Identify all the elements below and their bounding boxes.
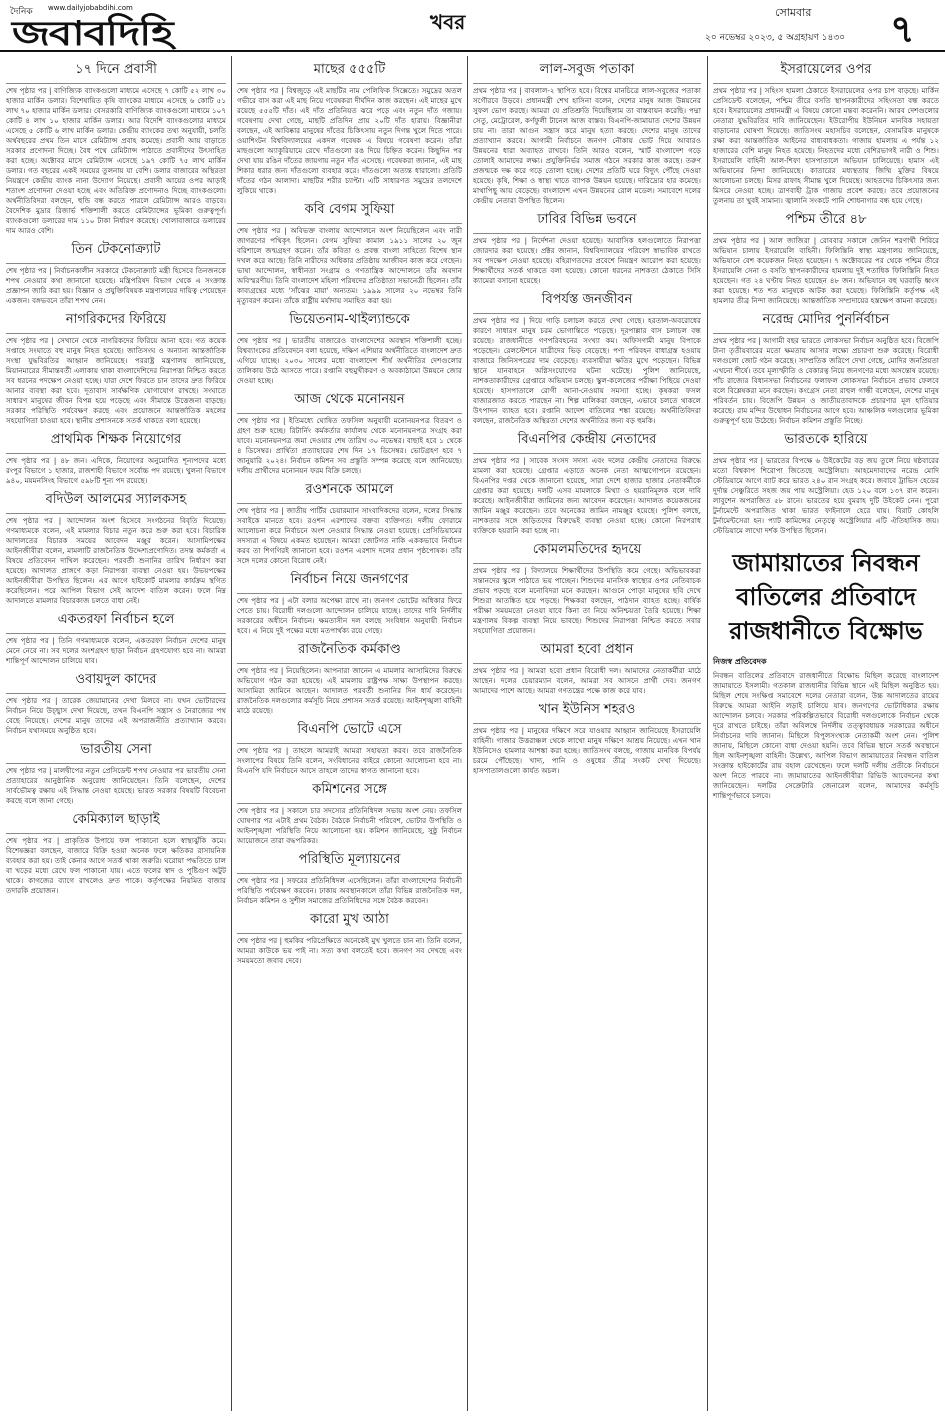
article-headline: ১৭ দিনে প্রবাসী — [6, 60, 226, 84]
article-body: প্রথম পৃষ্ঠার পর | সাবেক সংসদ সদস্য এবং দলের কেন্দ্রীয় নেতাদের বিরুদ্ধে মামলা করা হয়েছে। গ্রেপ্তার এড়াতে অনেক নেতা আত্মগোপনে রয়েছেন। বিএনপির দপ্তর থেকে জানানো হয়েছে, সারা দেশে হাজার হাজার নেতাকর্মীকে গ্রেপ্তার করা হয়েছে। দলটি এসব মামলাকে মিথ্যা ও হয়রানিমূলক বলে দাবি করেছে। আইনজীবীরা জামিনের জন্য আবেদন করেছেন। আদালত কয়েকজনের জামিন মঞ্জুর করেছেন। তবে অনেকের জামিন নামঞ্জুর হয়েছে। পুলিশ বলছে, নাশকতার সঙ্গে জড়িতদের বিরুদ্ধেই ব্যবস্থা নেওয়া হচ্ছে। কোনো নিরপরাধ ব্যক্তিকে হয়রানি করা হচ্ছে না। — [473, 456, 701, 535]
column-1 — [6, 56, 226, 900]
article[interactable] — [6, 490, 226, 606]
section-title: খবর — [430, 10, 466, 34]
article-headline: কমিশনের সঙ্গে — [237, 780, 462, 804]
article[interactable] — [473, 640, 701, 696]
column-divider — [231, 56, 232, 1411]
article-headline: ইসরায়েলের ওপর — [713, 60, 939, 84]
article[interactable] — [473, 700, 701, 776]
article[interactable] — [6, 740, 226, 806]
article-headline: নির্বাচন নিয়ে জনগণের — [237, 570, 462, 594]
article-headline: রওশনকে আমলে — [237, 480, 462, 504]
article-headline: ওবায়দুল কাদের — [6, 670, 226, 694]
article-headline: মাছের ৫৫৫টি — [237, 60, 462, 84]
article-headline: ভারতকে হারিয়ে — [713, 430, 939, 454]
article-body: প্রথম পৃষ্ঠার পর | মানুষের দক্ষিণে সরে যাওয়ার আহ্বান জানিয়েছে ইসরায়েলি বাহিনী। গাজার উত্তরাঞ্চল থেকে লাখো মানুষ দক্ষিণে আশ্রয় নিয়েছে। এখন খান ইউনিসেও হামলার আশঙ্কা করা হচ্ছে। জাতিসংঘ বলছে, গাজায় মানবিক বিপর্যয় চরমে পৌঁছেছে। খাদ্য, পানি ও ওষুধের তীব্র সংকট দেখা দিয়েছে। হাসপাতালগুলো কার্যত অচল। — [473, 726, 701, 775]
article-headline: ঢাবির বিভিন্ন ভবনে — [473, 210, 701, 234]
article-body: শেষ পৃষ্ঠার পর | সফরের প্রতিনিধিদল এসেছিলেন। তাঁরা বাংলাদেশের নির্বাচনী পরিস্থিতি পর্যবেক্ষণ করবেন। ঢাকায় অবস্থানকালে তাঁরা বিভিন্ন রাজনৈতিক দল, নির্বাচন কমিশন ও সুশীল সমাজের প্রতিনিধিদের সঙ্গে বৈঠক করবেন। — [237, 876, 462, 905]
logo-mark: দৈনিক — [10, 7, 33, 17]
article[interactable] — [237, 720, 462, 776]
article-body: শেষ পৃষ্ঠার পর | এটা বলার অপেক্ষা রাখে না। জনগণ ভোটের অধিকার ফিরে পেতে চায়। বিরোধী দলগুলো আন্দোলন চালিয়ে যাচ্ছে। তাদের দাবি নির্দলীয় সরকারের অধীনে নির্বাচন। ক্ষমতাসীন দল বলছে সংবিধান অনুযায়ী নির্বাচন হবে। এ নিয়ে দুই পক্ষের মধ্যে মতপার্থক্য রয়ে গেছে। — [237, 596, 462, 635]
article[interactable] — [237, 310, 462, 386]
article[interactable] — [473, 540, 701, 636]
article-headline: পরিস্থিতি মূল্যায়নের — [237, 850, 462, 874]
article-body: শেষ পৃষ্ঠার পর | বিশ্বজুড়ে এই মাছটির নাম পেলিফিক সিক্সেতে। সমুদ্রের অতল গভীরে বাস করা এই মাছ নিয়ে গবেষকরা দীর্ঘদিন কাজ করছেন। এই মাছের মুখে রয়েছে ৫৫৫টি দাঁত। এই দাঁত প্রতিনিয়ত ঝরে পড়ে এবং নতুন দাঁত গজায়। গবেষণায় দেখা গেছে, মাছটি প্রতিদিন প্রায় ২০টি দাঁত হারায়। বিজ্ঞানীরা বলছেন, এই আবিষ্কার মানুষের দাঁতের চিকিৎসায় নতুন দিগন্ত খুলে দিতে পারে। ওয়াশিংটন বিশ্ববিদ্যালয়ের একদল গবেষক এ বিষয়ে গবেষণা করেন। তাঁরা মাছগুলো অ্যাকুরিয়ামে রেখে দাঁতগুলো রঙ দিয়ে চিহ্নিত করেন। কিছুদিন পর দেখা যায় রঙিন দাঁতের জায়গায় নতুন দাঁত এসেছে। গবেষকরা জানান, এই মাছ শিকার ধরার জন্য দাঁতগুলো ব্যবহার করে। দাঁতগুলো অত্যন্ত ধারালো। প্রতিটি দাঁতের গঠন আলাদা। মাছটির শরীর চ্যাপ্টা। এটি সাধারণত সমুদ্রের তলদেশে লুকিয়ে থাকে। — [237, 86, 462, 195]
article-headline: কারো মুখ আঠা — [237, 910, 462, 934]
article-body: প্রথম পৃষ্ঠার পর | আমরা হবো প্রধান বিরোধী দল। আমাদের নেতাকর্মীরা মাঠে আছেন। দলের চেয়ারম্যান বলেন, আমরা সব আসনে প্রার্থী দেব। জনগণ আমাদের পাশে আছে। আমরা গণতন্ত্রের পক্ষে কাজ করে যাব। — [473, 666, 701, 695]
article-headline: নরেন্দ্র মোদির পুনর্নির্বাচন — [713, 310, 939, 334]
article[interactable] — [473, 430, 701, 536]
article-headline: পশ্চিম তীরে ৪৮ — [713, 210, 939, 234]
article-body: শেষ পৃষ্ঠার পর | তিনি গণমাধ্যমকে বলেন, একতরফা নির্বাচন দেশের মানুষ মেনে নেবে না। সব দলের অংশগ্রহণ ছাড়া নির্বাচন গ্রহণযোগ্য হবে না। আমরা শান্তিপূর্ণ আন্দোলন চালিয়ে যাব। — [6, 636, 226, 665]
article-body: শেষ পৃষ্ঠার পর | বাণিজ্যিক ব্যাংকগুলো মাধ্যমে এসেছে ৭ কোটি ৫২ লাখ ৩০ হাজার মার্কিন ডলার। বিশেষায়িত কৃষি ব্যাংকের মাধ্যমে এসেছে ৬ কোটি ৫১ লাখ ৭০ হাজার মার্কিন ডলার। বেসরকারি বাণিজ্যিক ব্যাংকগুলো মাধ্যমে ১০৭ কোটি ৪ লাখ ১০ হাজার মার্কিন ডলার। আর বিদেশি ব্যাংকগুলোর মাধ্যমে এসেছে ৫ কোটি ৬ লাখ মার্কিন ডলার। কেন্দ্রীয় ব্যাংকের তথ্য অনুযায়ী, চলতি অর্থবছরের প্রথম তিন মাসে রেমিট্যান্স প্রবাহ কমেছে। প্রবাসী আয় বাড়াতে সরকার প্রণোদনা দিচ্ছে। বৈধ পথে রেমিট্যান্স পাঠাতে প্রবাসীদের উৎসাহিত করা হচ্ছে। অক্টোবর মাসে রেমিট্যান্স এসেছে ১৯৭ কোটি ৭৫ লাখ মার্কিন ডলার। গত বছরের একই সময়ের তুলনায় যা বেশি। ডলার বাজারের অস্থিরতা নিয়ন্ত্রণে কেন্দ্রীয় ব্যাংক নানা উদ্যোগ নিয়েছে। প্রবাসী আয়ের ওপর আড়াই শতাংশ প্রণোদনা দেওয়া হচ্ছে এবং অতিরিক্ত প্রণোদনাও দিচ্ছে ব্যাংকগুলো। অর্থনীতিবিদরা বলছেন, হুন্ডি বন্ধ করতে পারলে রেমিট্যান্স আরও বাড়বে। বৈদেশিক মুদ্রার রিজার্ভ শক্তিশালী করতে রেমিট্যান্সের ভূমিকা গুরুত্বপূর্ণ। ব্যাংকগুলো ডলারের দাম ১১০ টাকা নির্ধারণ করেছে। খোলাবাজারে ডলারের দাম আরও বেশি। — [6, 86, 226, 235]
article-body: শেষ পৃষ্ঠার পর | ইতিমধ্যে ঘোষিত তফসিল অনুযায়ী মনোনয়নপত্র বিতরণ ও গ্রহণ শুরু হচ্ছে। রিটার্নিং কর্মকর্তার কার্যালয় থেকে মনোনয়নপত্র সংগ্রহ করা যাবে। মনোনয়নপত্র জমা দেওয়ার শেষ তারিখ ৩০ নভেম্বর। বাছাই হবে ১ থেকে ৪ ডিসেম্বর। প্রার্থিতা প্রত্যাহারের শেষ দিন ১৭ ডিসেম্বর। ভোটগ্রহণ হবে ৭ জানুয়ারি ২০২৪। নির্বাচন কমিশন সব প্রস্তুতি সম্পন্ন করেছে বলে জানিয়েছে। দলীয় প্রার্থীদের মনোনয়ন ফরম বিক্রি চলছে। — [237, 416, 462, 475]
article-body: শেষ পৃষ্ঠার পর | তারেক জেয়ামানের দেখা মিলবে না। যখন ভোটারদের নির্বাচন নিয়ে উচ্ছ্বাস দেখা দিয়েছে, তখন বিএনপি সন্ত্রাস ও নৈরাজ্যের পথ বেছে নিয়েছে। দেশের মানুষ তাদের এই অপরাজনীতি প্রত্যাখ্যান করবে। নির্বাচন যথাসময়ে অনুষ্ঠিত হবে। — [6, 696, 226, 735]
column-3 — [473, 56, 701, 780]
article[interactable] — [6, 240, 226, 306]
column-4 — [713, 56, 939, 805]
article-body: প্রথম পৃষ্ঠার পর | আল জাজিরা | রোববার সকালে জেনিন শরণার্থী শিবিরে অভিযান চালায় ইসরায়েলি বাহিনী। ফিলিস্তিনি স্বাস্থ্য মন্ত্রণালয় জানিয়েছে, অভিযানে বেশ কয়েকজন নিহত হয়েছেন। ৭ অক্টোবরের পর থেকে পশ্চিম তীরে ইসরায়েলি সেনা ও বসতি স্থাপনকারীদের হামলায় দুই শতাধিক ফিলিস্তিনি নিহত হয়েছেন। গত ২৪ ঘণ্টায় নিহত হয়েছেন ৪৮ জন। অভিযানে বহু ঘরবাড়ি ধ্বংস করা হয়েছে। শত শত মানুষকে আটক করা হয়েছে। ফিলিস্তিনি কর্তৃপক্ষ এই হামলার তীব্র নিন্দা জানিয়েছে। আন্তর্জাতিক সম্প্রদায়ের হস্তক্ষেপ কামনা করেছে। — [713, 236, 939, 305]
article[interactable] — [237, 910, 462, 966]
article-body: প্রথম পৃষ্ঠার পর | সহিংস হামলা ঠেকাতে ইসরায়েলের ওপর চাপ বাড়ছে। মার্কিন প্রেসিডেন্ট বলেছেন, পশ্চিম তীরে বসতি স্থাপনকারীদের সহিংসতা বন্ধ করতে হবে। ইসরায়েলের প্রধানমন্ত্রী এ বিষয়ে কোনো মন্তব্য করেননি। আরব দেশগুলোর নেতারা যুদ্ধবিরতির দাবি জানিয়েছেন। ইউরোপীয় ইউনিয়ন মানবিক সহায়তা বাড়ানোর ঘোষণা দিয়েছে। জাতিসংঘ মহাসচিব বলেছেন, বেসামরিক মানুষকে রক্ষা করা আন্তর্জাতিক আইনের বাধ্যবাধকতা। গাজায় হামলায় এ পর্যন্ত ১২ হাজারের বেশি মানুষ নিহত হয়েছে। নিহতদের মধ্যে বেশিরভাগই নারী ও শিশু। ইসরায়েলি বাহিনী আল-শিফা হাসপাতালে অভিযান চালিয়েছে। হামাস এই অভিযানের নিন্দা জানিয়েছে। কাতারের মধ্যস্থতায় জিম্মি মুক্তির বিষয়ে আলোচনা চলছে। মিসর রাফাহ সীমান্ত খুলে দিয়েছে। আহতদের চিকিৎসার জন্য মিসরে নেওয়া হচ্ছে। ত্রাণবাহী ট্রাক গাজায় প্রবেশ করছে। তবে প্রয়োজনের তুলনায় তা খুবই সামান্য। জ্বালানি সংকটে পানি শোধনাগার বন্ধ হয়ে গেছে। — [713, 86, 939, 205]
article-body: শেষ পৃষ্ঠার পর | সকালে চার সদস্যের প্রতিনিধিদল সভায় অংশ নেয়। তফসিল ঘোষণার পর এটাই প্রথম বৈঠক। বৈঠকে নির্বাচনী পরিবেশ, ভোটার উপস্থিতি ও আইনশৃঙ্খলা পরিস্থিতি নিয়ে আলোচনা হয়। কমিশন জানিয়েছে, সুষ্ঠু নির্বাচন আয়োজনে তারা বদ্ধপরিকর। — [237, 806, 462, 845]
article-headline: কেমিক্যাল ছাড়াই — [6, 810, 226, 834]
date-line: ২০ নভেম্বর ২০২৩, ৫ অগ্রহায়ণ ১৪৩০ — [705, 33, 846, 43]
article[interactable] — [473, 290, 701, 426]
article[interactable] — [6, 810, 226, 896]
article-body: শেষ পৃষ্ঠার পর | আন্দোলন অংশ হিসেবে সংগঠনের বিবৃতি দিয়েছে। গণমাধ্যমকে বলেন, এই মামলার বিচার নতুন করে শুরু করা হবে। বিচারিক আদালতের বিচারক সময়ের আবেদন মঞ্জুর করেন। আসামিপক্ষের আইনজীবীরা বলেন, মামলাটি রাজনৈতিক উদ্দেশ্যপ্রণোদিত। তদন্ত কর্মকর্তা এ বিষয়ে প্রতিবেদন দাখিল করেছেন। পরবর্তী শুনানির তারিখ নির্ধারণ করা হয়েছে। আদালত প্রাঙ্গণে কড়া নিরাপত্তা ব্যবস্থা নেওয়া হয়। উভয়পক্ষের আইনজীবীরা উপস্থিত ছিলেন। এর আগে হাইকোর্ট মামলার কার্যক্রম স্থগিত করেছিলেন। পরে আপিল বিভাগ সেই আদেশ বাতিল করেন। ফলে নিম্ন আদালতে মামলার বিচারকাজ চলতে বাধা নেই। — [6, 516, 226, 605]
article[interactable] — [473, 210, 701, 286]
newspaper-logo[interactable] — [8, 2, 208, 54]
article[interactable] — [473, 60, 701, 206]
article-headline: কবি বেগম সুফিয়া — [237, 200, 462, 224]
article-body: শেষ পৃষ্ঠার পর | সেখানে থেকে নাগরিকদের ফিরিয়ে আনা হবে। গত কয়েক সপ্তাহে সংঘাতে বহু মানুষ নিহত হয়েছে। জাতিসংঘ ও অন্যান্য আন্তর্জাতিক সংস্থা যুদ্ধবিরতির আহ্বান জানিয়েছে। পররাষ্ট্র মন্ত্রণালয় জানিয়েছে, মিয়ানমারের সীমান্তবর্তী এলাকায় থাকা বাংলাদেশিদের নিরাপত্তা নিশ্চিত করতে সব ধরনের পদক্ষেপ নেওয়া হচ্ছে। যারা দেশে ফিরতে চান তাদের দ্রুত ফিরিয়ে আনার ব্যবস্থা করা হবে। দূতাবাস সার্বক্ষণিক যোগাযোগ রাখছে। সংঘাতে সাধারণ মানুষের জীবন বিপন্ন হয়ে পড়েছে এবং সীমান্তে উত্তেজনা বাড়ছে। সরকার পরিস্থিতি পর্যবেক্ষণ করছে এবং প্রয়োজনে আন্তর্জাতিক মহলের সহযোগিতা চাওয়া হবে। স্থানীয় প্রশাসনকে সতর্ক থাকতে বলা হয়েছে। — [6, 336, 226, 425]
article[interactable] — [6, 430, 226, 486]
article-body: শেষ পৃষ্ঠার পর | জাতীয় পার্টির চেয়ারম্যান সাংবাদিকদের বলেন, দলের সিদ্ধান্ত সবাইকে মানতে হবে। রওশন এরশাদের বক্তব্য ব্যক্তিগত। দলীয় ফোরামে আলোচনা করে নির্বাচনে অংশ নেওয়ার সিদ্ধান্ত নেওয়া হয়েছে। প্রেসিডিয়ামের সদস্যরা এ বিষয়ে একমত হয়েছেন। আমরা জোটগত নাকি এককভাবে নির্বাচন করব তা শিগগিরই জানানো হবে। রওশন এরশাদ দলের প্রধান পৃষ্ঠপোষক। তাঁর সঙ্গে দলের কোনো বিরোধ নেই। — [237, 506, 462, 565]
feature-body: নিবন্ধন বাতিলের প্রতিবাদে রাজধানীতে বিক্ষোভ মিছিল করেছে বাংলাদেশ জামায়াতে ইসলামী। গতকাল রাজধানীর বিভিন্ন স্থানে এই মিছিল অনুষ্ঠিত হয়। মিছিল শেষে সংক্ষিপ্ত সমাবেশে দলের নেতারা বলেন, উচ্চ আদালতের রায়ের বিরুদ্ধে আমরা আইনি লড়াই চালিয়ে যাব। জনগণের ভোটাধিকার রক্ষায় আন্দোলন চলবে। সরকার পরিকল্পিতভাবে বিরোধী দলগুলোকে নির্বাচন থেকে দূরে রাখতে চাইছে। তাঁরা অবিলম্বে নির্দলীয় তত্ত্বাবধায়ক সরকারের অধীনে নির্বাচনের দাবি জানান। মিছিলে বিপুলসংখ্যক নেতাকর্মী অংশ নেন। পুলিশ জানায়, মিছিলে কোনো বাধা দেওয়া হয়নি। তবে বিভিন্ন স্থানে সতর্ক অবস্থানে ছিল আইনশৃঙ্খলা বাহিনী। উল্লেখ্য, আপিল বিভাগ জামায়াতের নিবন্ধন বাতিল সংক্রান্ত হাইকোর্টের রায় বহাল রেখেছেন। ফলে দলটি দলীয় প্রতীকে নির্বাচনে অংশ নিতে পারবে না। জামায়াতের আইনজীবীরা রিভিউ আবেদনের কথা জানিয়েছেন। দলটির সেক্রেটারি জেনারেল বলেন, আমাদের কর্মসূচি শান্তিপূর্ণভাবে চলবে। — [713, 671, 939, 800]
logo-url: www.dailyjobabdihi.com — [48, 4, 133, 12]
article-body: প্রথম পৃষ্ঠার পর | বাবলাল-২ স্থাপিত হবে। বিশ্বের মানচিত্রে লাল-সবুজের পতাকা সগৌরবে উড়বে। প্রধানমন্ত্রী শেখ হাসিনা বলেন, দেশের মানুষ আজ উন্নয়নের সুফল ভোগ করছে। আমরা যে প্রতিশ্রুতি দিয়েছিলাম তা বাস্তবায়ন করেছি। পদ্মা সেতু, মেট্রোরেল, কর্ণফুলী টানেল আজ বাস্তব। বিএনপি-জামায়াত দেশের উন্নয়ন চায় না। তারা আগুন সন্ত্রাস করে মানুষ হত্যা করছে। দেশের মানুষ তাদের প্রত্যাখ্যান করবে। আগামী নির্বাচনে জনগণ নৌকায় ভোট দিয়ে আবারও উন্নয়নের ধারা অব্যাহত রাখবে। তিনি আরও বলেন, স্মার্ট বাংলাদেশ গড়ে তোলাই আমাদের লক্ষ্য। প্রযুক্তিনির্ভর সমাজ গঠনে সরকার কাজ করছে। তরুণ প্রজন্মকে দক্ষ করে গড়ে তোলা হচ্ছে। দেশের প্রতিটি ঘরে বিদ্যুৎ পৌঁছে দেওয়া হয়েছে। কৃষি, শিক্ষা ও স্বাস্থ্য খাতে ব্যাপক উন্নয়ন হয়েছে। দারিদ্র্যের হার কমেছে। মাথাপিছু আয় বেড়েছে। বাংলাদেশ এখন উন্নয়নের রোল মডেল। সমাবেশে দলের কেন্দ্রীয় নেতারা উপস্থিত ছিলেন। — [473, 86, 701, 205]
day-name: সোমবার — [775, 6, 812, 19]
article-body: প্রথম পৃষ্ঠার পর | বিদ্যালয়ে শিক্ষার্থীদের উপস্থিতি কমে গেছে। অভিভাবকরা সন্তানদের স্কুলে পাঠাতে ভয় পাচ্ছেন। শিশুদের মানসিক স্বাস্থ্যের ওপর নেতিবাচক প্রভাব পড়ছে বলে মনোবিদরা মনে করছেন। আগুনে পোড়া মানুষের ছবি দেখে শিশুরা আতঙ্কিত হয়ে পড়ছে। শিক্ষকরা বলছেন, পাঠদান ব্যাহত হচ্ছে। বার্ষিক পরীক্ষা সময়মতো নেওয়া যাবে কিনা তা নিয়ে অনিশ্চয়তা তৈরি হয়েছে। শিক্ষা মন্ত্রণালয় বিকল্প ব্যবস্থা নিয়ে ভাবছে। শিশুদের নিরাপত্তা নিশ্চিত করতে সবার সহযোগিতা প্রয়োজন। — [473, 566, 701, 635]
article-body: শেষ পৃষ্ঠার পর | মালদ্বীপের নতুন প্রেসিডেন্ট শপথ নেওয়ার পর ভারতীয় সেনা প্রত্যাহারের আনুষ্ঠানিক অনুরোধ জানিয়েছেন। তিনি বলেছেন, দেশের সার্বভৌমত্ব রক্ষায় এই সিদ্ধান্ত নেওয়া হয়েছে। ভারত সরকার বিষয়টি বিবেচনা করছে বলে জানা গেছে। — [6, 766, 226, 805]
article-body: প্রথম পৃষ্ঠার পর | আগামী বছর ভারতে লোকসভা নির্বাচন অনুষ্ঠিত হবে। বিজেপি টানা তৃতীয়বারের মতো ক্ষমতায় আসার লক্ষ্যে প্রচারণা শুরু করেছে। বিরোধী দলগুলো জোট গঠন করেছে। সাম্প্রতিক জরিপে দেখা গেছে, মোদির জনপ্রিয়তা এখনো শীর্ষে। তবে মূল্যস্ফীতি ও বেকারত্ব নিয়ে জনগণের মধ্যে অসন্তোষ রয়েছে। পাঁচ রাজ্যের বিধানসভা নির্বাচনের ফলাফল লোকসভা নির্বাচনে প্রভাব ফেলবে বলে বিশ্লেষকরা মনে করছেন। কংগ্রেস নেতা রাহুল গান্ধী বলেছেন, দেশের মানুষ পরিবর্তন চায়। বিজেপি উন্নয়ন ও জাতীয়তাবাদকে প্রচারণার মূল হাতিয়ার করেছে। রাম মন্দির উদ্বোধন নির্বাচনের আগে হবে। আঞ্চলিক দলগুলোর ভূমিকা গুরুত্বপূর্ণ হয়ে উঠেছে। নির্বাচন কমিশন প্রস্তুতি নিচ্ছে। — [713, 336, 939, 425]
article-body: শেষ পৃষ্ঠার পর | ভারতীয় বাজারেও বাংলাদেশের অবস্থান শক্তিশালী হচ্ছে। বিশ্বব্যাংকের প্রতিবেদনে বলা হয়েছে, দক্ষিণ এশিয়ার অর্থনীতিতে বাংলাদেশ দ্রুত এগিয়ে যাচ্ছে। ২০৩০ সালের মধ্যে বাংলাদেশ শীর্ষ অর্থনীতির দেশগুলোর তালিকায় উঠে আসতে পারে। রপ্তানি বহুমুখীকরণ ও অবকাঠামো উন্নয়নে জোর দেওয়া হচ্ছে। — [237, 336, 462, 385]
article[interactable] — [713, 210, 939, 306]
feature-headline: জামায়াতের নিবন্ধন বাতিলের প্রতিবাদে রাজধানীতে বিক্ষোভ — [729, 549, 923, 645]
article-body: শেষ পৃষ্ঠার পর | নিয়েছিলেন। আপনারা জানেন এ মামলার আসামিদের বিরুদ্ধে অভিযোগ গঠন করা হয়েছে। এই মামলায় রাষ্ট্রপক্ষ সাক্ষ্য উপস্থাপন করছে। আসামিরা জামিনে আছেন। আদালত পরবর্তী শুনানির দিন ধার্য করেছেন। রাজনৈতিক দলগুলোর কর্মসূচি নিয়ে প্রশাসন সতর্ক রয়েছে। আইনশৃঙ্খলা বাহিনী মাঠে রয়েছে। — [237, 666, 462, 715]
article[interactable] — [237, 390, 462, 476]
article-headline: রাজনৈতিক কর্মকাণ্ড — [237, 640, 462, 664]
article-headline: বদিউল আলমের স্যালকসহ — [6, 490, 226, 514]
article-headline: লাল-সবুজ পতাকা — [473, 60, 701, 84]
article[interactable] — [237, 200, 462, 306]
article-body: শেষ পৃষ্ঠার পর | প্রাকৃতিক উপায়ে ফল পাকানো হলে স্বাস্থ্যঝুঁকি কমে। বিশেষজ্ঞরা বলছেন, বাজারে বিক্রি হওয়া অনেক ফলে ক্ষতিকর রাসায়নিক ব্যবহার করা হয়। তাই কেনার আগে সতর্ক থাকা জরুরি। ঘরোয়া পদ্ধতিতে চাল বা খড়ের মধ্যে রেখে ফল পাকানো যায়। এতে ফলের স্বাদ ও পুষ্টিগুণ অটুট থাকে। কাগজের ব্যাগে রাখলেও দ্রুত পাকে। কর্তৃপক্ষের নিয়মিত বাজার তদারকি প্রয়োজন। — [6, 836, 226, 895]
article[interactable] — [6, 610, 226, 666]
article-headline: তিন টেকনোক্র্যাট — [6, 240, 226, 264]
column-2 — [237, 56, 462, 970]
masthead — [0, 0, 945, 52]
article-headline: প্রাথমিক শিক্ষক নিয়োগের — [6, 430, 226, 454]
article-body: প্রথম পৃষ্ঠার পর | নির্দেশনা দেওয়া হয়েছে। আবাসিক হলগুলোতে নিরাপত্তা জোরদার করা হয়েছে। প্রক্টর জানান, বিশ্ববিদ্যালয়ের পরিবেশ স্বাভাবিক রাখতে সব পদক্ষেপ নেওয়া হয়েছে। বহিরাগতদের প্রবেশে নিয়ন্ত্রণ আরোপ করা হয়েছে। শিক্ষার্থীদের সতর্ক থাকতে বলা হয়েছে। কোনো ধরনের নাশকতা ঠেকাতে সিসি ক্যামেরা বসানো হয়েছে। — [473, 236, 701, 285]
article-headline: ভিয়েতনাম-থাইল্যান্ডকে — [237, 310, 462, 334]
column-divider — [707, 56, 708, 1411]
article-headline: বিপর্যস্ত জনজীবন — [473, 290, 701, 314]
article-body: শেষ পৃষ্ঠার পর | তাহলে আমরাই আমরা সহায়তা করব। তবে রাজনৈতিক সংলাপের বিষয়ে তিনি বলেন, সংবিধানের বাইরে কোনো আলোচনা হবে না। বিএনপি যদি নির্বাচনে আসে তাহলে তাদের স্বাগত জানানো হবে। — [237, 746, 462, 775]
article[interactable] — [713, 310, 939, 426]
article[interactable] — [237, 480, 462, 566]
article-body: শেষ পৃষ্ঠার পর | নির্বাচনকালীন সরকারে টেকনোক্র্যাট মন্ত্রী হিসেবে তিনজনকে শপথ নেওয়ার কথা জানানো হয়েছে। মন্ত্রিপরিষদ বিভাগ থেকে এ সংক্রান্ত প্রজ্ঞাপন জারি করা হয়। বিজ্ঞান ও প্রযুক্তিবিষয়ক মন্ত্রণালয়ের দায়িত্ব পেয়েছেন একজন। বঙ্গভবনে তাঁরা শপথ নেন। — [6, 266, 226, 305]
article[interactable] — [237, 640, 462, 716]
article-body: শেষ পৃষ্ঠার পর | ৪৮ জন। এদিকে, নিয়োগের অনুমোদিত শূন্যপদের মধ্যে রংপুর বিভাগে ১ হাজার, রাজশাহী বিভাগে সর্বোচ্চ পদ রয়েছে। খুলনা বিভাগে ৯৪০, ময়মনসিংহ বিভাগে ৫৯৮টি শূন্য পদ রয়েছে। — [6, 456, 226, 485]
article-headline: আমরা হবো প্রধান — [473, 640, 701, 664]
logo-text: জবাবদিহি — [12, 14, 173, 54]
article[interactable] — [6, 670, 226, 736]
article[interactable] — [237, 780, 462, 846]
article-body: শেষ পৃষ্ঠার পর | অবিভক্ত বাংলায় আন্দোলনে অংশ নিয়েছিলেন এবং নারী জাগরণের পথিকৃৎ ছিলেন। বেগম সুফিয়া কামাল ১৯১১ সালের ২০ জুন বরিশালে জন্মগ্রহণ করেন। তাঁর কবিতা ও প্রবন্ধ বাংলা সাহিত্যে বিশেষ স্থান দখল করে আছে। তিনি নারীদের অধিকার প্রতিষ্ঠায় আজীবন কাজ করে গেছেন। ভাষা আন্দোলন, স্বাধীনতা সংগ্রাম ও গণতান্ত্রিক আন্দোলনে তাঁর অবদান অবিস্মরণীয়। তিনি বাংলাদেশ মহিলা পরিষদের প্রতিষ্ঠাতা সভানেত্রী ছিলেন। তাঁর কাব্যগ্রন্থের মধ্যে 'সাঁঝের মায়া' অন্যতম। ১৯৯৯ সালের ২০ নভেম্বর তিনি মৃত্যুবরণ করেন। তাঁকে রাষ্ট্রীয় মর্যাদায় সমাহিত করা হয়। — [237, 226, 463, 305]
article[interactable] — [6, 60, 226, 236]
column-4-articles — [713, 60, 939, 536]
article[interactable] — [6, 310, 226, 426]
article-headline: নাগরিকদের ফিরিয়ে — [6, 310, 226, 334]
article[interactable] — [713, 430, 939, 536]
article[interactable] — [237, 60, 462, 196]
article-headline: বিএনপি ভোটে এসে — [237, 720, 462, 744]
article-headline: খান ইউনিস শহরও — [473, 700, 701, 724]
article[interactable] — [237, 850, 462, 906]
feature-article[interactable] — [713, 546, 939, 801]
article-headline: বিএনপির কেন্দ্রীয় নেতাদের — [473, 430, 701, 454]
article[interactable] — [237, 570, 462, 636]
article-headline: ভারতীয় সেনা — [6, 740, 226, 764]
article-headline: আজ থেকে মনোনয়ন — [237, 390, 462, 414]
article-body: প্রথম পৃষ্ঠার পর | ভারতের বিপক্ষে ৬ উইকেটের বড় জয় তুলে নিয়ে ষষ্ঠবারের মতো বিশ্বকাপ শিরোপা জিতেছে অস্ট্রেলিয়া। আহমেদাবাদের নরেন্দ্র মোদি স্টেডিয়ামে আগে ব্যাট করে ভারত ২৪০ রান সংগ্রহ করে। জবাবে ট্রাভিস হেডের দুর্দান্ত সেঞ্চুরিতে সহজ জয় পায় অস্ট্রেলিয়া। হেড ১২০ বলে ১৩৭ রান করেন। লাবুশেন অপরাজিত ৫৮ রানে। ভারতের হয়ে বুমরাহ দুটি উইকেট নেন। পুরো টুর্নামেন্টে অপরাজিত থাকা ভারত ফাইনালে হেরে যায়। বিরাট কোহলি টুর্নামেন্টসেরা হন। প্যাট কামিন্সের নেতৃত্বে অস্ট্রেলিয়ার এটি ঐতিহাসিক জয়। স্টেডিয়ামে লাখো দর্শক উপস্থিত ছিলেন। — [713, 456, 939, 535]
article-body: শেষ পৃষ্ঠার পর | হুমকির পরিপ্রেক্ষিতে অনেকেই মুখ খুলতে চান না। তিনি বলেন, আমরা কাউকে ভয় পাই না। সত্য কথা বলতেই হবে। জনগণ সব দেখছে এবং সময়মতো জবাব দেবে। — [237, 936, 462, 965]
column-divider — [467, 56, 468, 1411]
article[interactable] — [713, 60, 939, 206]
feature-byline: নিজস্ব প্রতিবেদক — [713, 657, 767, 666]
article-headline: কোমলমতিদের হৃদয়ে — [473, 540, 701, 564]
page-number: ৭ — [890, 7, 915, 51]
article-body: প্রথম পৃষ্ঠার পর | দিয়ে গাড়ি চলাচল করতে দেখা গেছে। হরতাল-অবরোধের কারণে সাধারণ মানুষ চরম ভোগান্তিতে পড়েছে। দূরপাল্লার বাস চলাচল বন্ধ রয়েছে। রাজধানীতে গণপরিবহনের সংখ্যা কম। অফিসগামী মানুষ বিপাকে পড়েছেন। রেলস্টেশনে যাত্রীদের ভিড় বেড়েছে। পণ্য পরিবহন বাধাগ্রস্ত হওয়ায় বাজারে জিনিসপত্রের দাম বেড়েছে। ব্যবসায়ীরা ক্ষতির মুখে পড়েছেন। বিভিন্ন স্থানে যানবাহনে অগ্নিসংযোগের ঘটনা ঘটেছে। পুলিশ জানিয়েছে, নাশকতাকারীদের গ্রেপ্তারে অভিযান চলছে। স্কুল-কলেজের পরীক্ষা পিছিয়ে দেওয়া হয়েছে। হাসপাতালে রোগী আনা-নেওয়ায় সমস্যা হচ্ছে। কৃষকরা ফসল বাজারজাত করতে পারছেন না। শিল্প মালিকরা বলছেন, এভাবে চলতে থাকলে উৎপাদন ব্যাহত হবে। রপ্তানি আদেশ বাতিলের শঙ্কা রয়েছে। অর্থনীতিবিদরা বলছেন, রাজনৈতিক অস্থিরতা দেশের অর্থনীতির জন্য বড় হুমকি। — [473, 316, 701, 425]
article-headline: একতরফা নির্বাচন হলে — [6, 610, 226, 634]
